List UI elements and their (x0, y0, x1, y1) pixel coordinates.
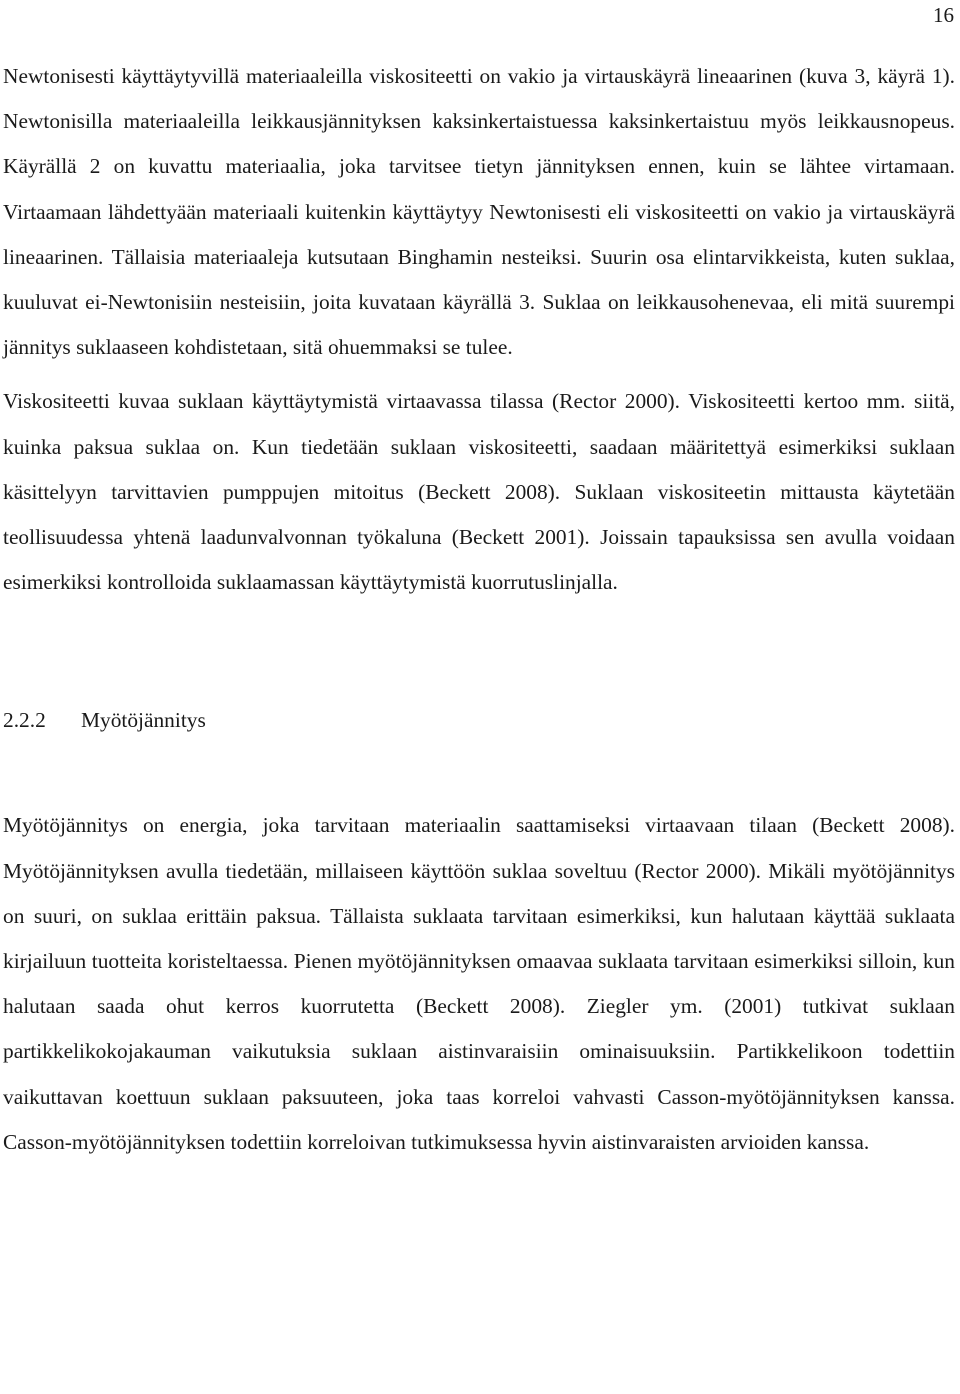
section-title: Myötöjännitys (81, 708, 206, 733)
section-heading (3, 698, 955, 743)
paragraph-viscosity: Viskositeetti kuvaa suklaan käyttäytymistä virtaavassa tilassa (Rector 2000). Viskositeetti kertoo mm. siitä, kuinka paksua suklaa on. Kun tiedetään suklaan viskositeetti, saadaan määritettyä esimerkiksi suklaan käsittelyyn tarvittavien pumppujen mitoitus (Beckett 2008). Suklaan viskositeetin mittausta käytetään teollisuudessa yhtenä laadunvalvonnan työkaluna (Beckett 2001). Joissain tapauksissa sen avulla voidaan esimerkiksi kontrolloida suklaamassan käyttäytymistä kuorrutuslinjalla. (3, 389, 955, 595)
paragraph-yield-stress: Myötöjännitys on energia, joka tarvitaan materiaalin saattamiseksi virtaavaan tilaan (Beckett 2008). Myötöjännityksen avulla tiedetään, millaiseen käyttöön suklaa soveltuu (Rector 2000). Mikäli myötöjännitys on suuri, on suklaa erittäin paksua. Tällaista suklaata tarvitaan esimerkiksi, kun halutaan käyttää suklaata kirjailuun tuotteita koristeltaessa. Pienen myötöjännityksen omaavaa suklaata tarvitaan esimerkiksi silloin, kun halutaan saada ohut kerros kuorrutetta (Beckett 2008). Ziegler ym. (2001) tutkivat suklaan partikkelikokojakauman vaikutuksia suklaan aistinvaraisiin ominaisuuksiin. Partikkelikoon todettiin vaikuttavan koettuun suklaan paksuuteen, joka taas korreloi vahvasti Casson-myötöjännityksen kanssa. Casson-myötöjännityksen todettiin korreloivan tutkimuksessa hyvin aistinvaraisten arvioiden kanssa. (3, 813, 955, 1154)
section-number: 2.2.2 (3, 708, 46, 733)
document-body (3, 54, 955, 1165)
page-number: 16 (933, 3, 954, 27)
paragraph-newtonian-materials: Newtonisesti käyttäytyvillä materiaaleilla viskositeetti on vakio ja virtauskäyrä lineaarinen (kuva 3, käyrä 1). Newtonisilla materiaaleilla leikkausjännityksen kaksinkertaistuessa kaksinkertaistuu myös leikkausnopeus. Käyrällä 2 on kuvattu materiaalia, joka tarvitsee tietyn jännityksen ennen, kuin se lähtee virtamaan. Virtaamaan lähdettyään materiaali kuitenkin käyttäytyy Newtonisesti eli viskositeetti on vakio ja virtauskäyrä lineaarinen. Tällaisia materiaaleja kutsutaan Binghamin nesteiksi. Suurin osa elintarvikkeista, kuten suklaa, kuuluvat ei-Newtonisiin nesteisiin, joita kuvataan käyrällä 3. Suklaa on leikkausohenevaa, eli mitä suurempi jännitys suklaaseen kohdistetaan, sitä ohuemmaksi se tulee. (3, 64, 955, 360)
